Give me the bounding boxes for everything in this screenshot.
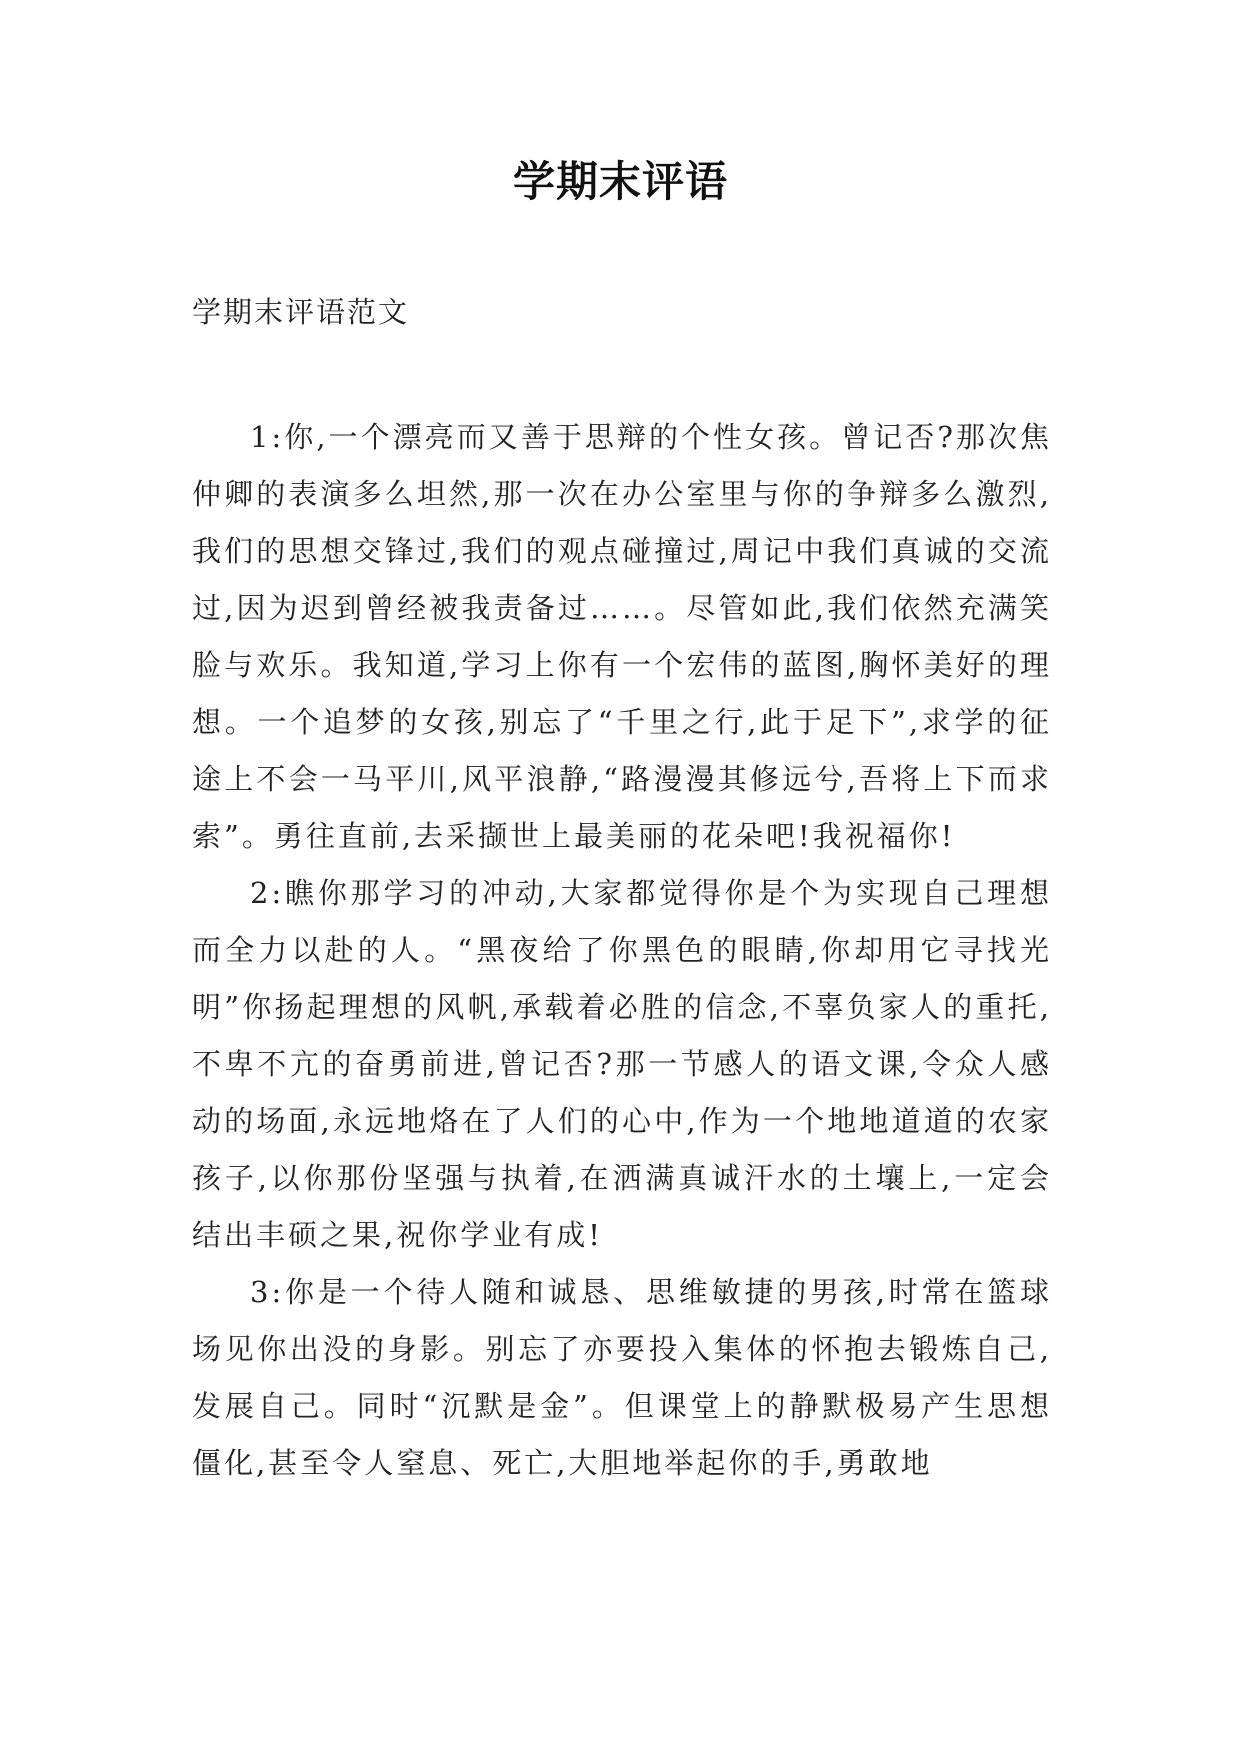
document-title: 学期末评语 [512,157,728,206]
document-body [192,409,1052,1492]
paragraph-2: 2:瞧你那学习的冲动,大家都觉得你是个为实现自己理想而全力以赴的人。“黑夜给了你黑色的眼睛,你却用它寻找光明”你扬起理想的风帆,承载着必胜的信念,不辜负家人的重托,不卑不亢的奋勇前进,曾记否?那一节感人的语文课,令众人感动的场面,永远地烙在了人们的心中,作为一个地地道道的农家孩子,以你那份坚强与执着,在洒满真诚汗水的土壤上,一定会结出丰硕之果,祝你学业有成! [192,876,1052,1252]
document-subtitle: 学期末评语范文 [192,295,410,329]
paragraph-1: 1:你,一个漂亮而又善于思辩的个性女孩。曾记否?那次焦仲卿的表演多么坦然,那一次在办公室里与你的争辩多么激烈,我们的思想交锋过,我们的观点碰撞过,周记中我们真诚的交流过,因为迟到曾经被我责备过……。尽管如此,我们依然充满笑脸与欢乐。我知道,学习上你有一个宏伟的蓝图,胸怀美好的理想。一个追梦的女孩,别忘了“千里之行,此于足下”,求学的征途上不会一马平川,风平浪静,“路漫漫其修远兮,吾将上下而求索”。勇往直前,去采撷世上最美丽的花朵吧!我祝福你! [192,420,1052,853]
paragraph-3: 3:你是一个待人随和诚恳、思维敏捷的男孩,时常在篮球场见你出没的身影。别忘了亦要投入集体的怀抱去锻炼自己,发展自己。同时“沉默是金”。但课堂上的静默极易产生思想僵化,甚至令人窒息、死亡,大胆地举起你的手,勇敢地 [192,1275,1052,1480]
